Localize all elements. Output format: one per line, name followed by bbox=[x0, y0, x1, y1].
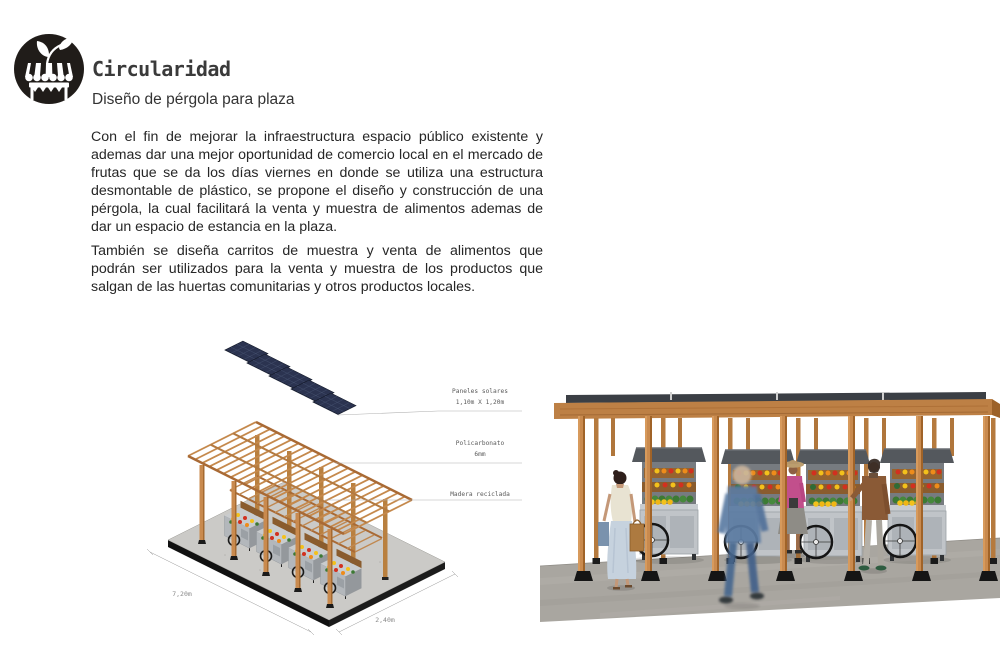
annotation-madera-label: Madera reciclada bbox=[450, 491, 510, 498]
page-title: Circularidad bbox=[92, 57, 231, 81]
body-text bbox=[91, 128, 543, 296]
market-stall-leaf-icon bbox=[14, 34, 84, 104]
diagram-annotations bbox=[450, 388, 510, 498]
render-roof-beam bbox=[554, 392, 1000, 419]
dimension-width-label: 2,40m bbox=[375, 616, 395, 624]
dimension-length-label: 7,20m bbox=[172, 590, 192, 598]
annotation-policarbonato-detail: 6mm bbox=[474, 451, 486, 458]
market-stall-leaf-icon-svg bbox=[14, 34, 84, 104]
annotation-policarbonato-label: Policarbonato bbox=[455, 440, 505, 447]
paragraph-2: También se diseña carritos de muestra y venta de alimentos que podrán ser utilizados para la venta y muestra de los productos que salgan de las huertas comunitarias y otros productos locales. bbox=[91, 243, 543, 295]
solar-panels-iso bbox=[225, 341, 356, 414]
pergola-isometric-diagram bbox=[130, 330, 530, 662]
paragraph-1: Con el fin de mejorar la infraestructura espacio público existente y ademas dar una mejor oportunidad de comercio local en el mercado de frutas que se da los días viernes en donde se utiliza una estructura desmontable de plástico, se propone el diseño y construcción de una pérgola, la cual facilitará la venta y muestra de alimentos ademas de dar un espacio de estancia en la plaza. bbox=[91, 129, 543, 235]
page-subtitle: Diseño de pérgola para plaza bbox=[92, 91, 295, 108]
annotation-paneles-detail: 1,10m X 1,20m bbox=[455, 399, 505, 406]
pergola-render bbox=[540, 388, 1000, 667]
annotation-paneles-label: Paneles solares bbox=[452, 388, 508, 395]
